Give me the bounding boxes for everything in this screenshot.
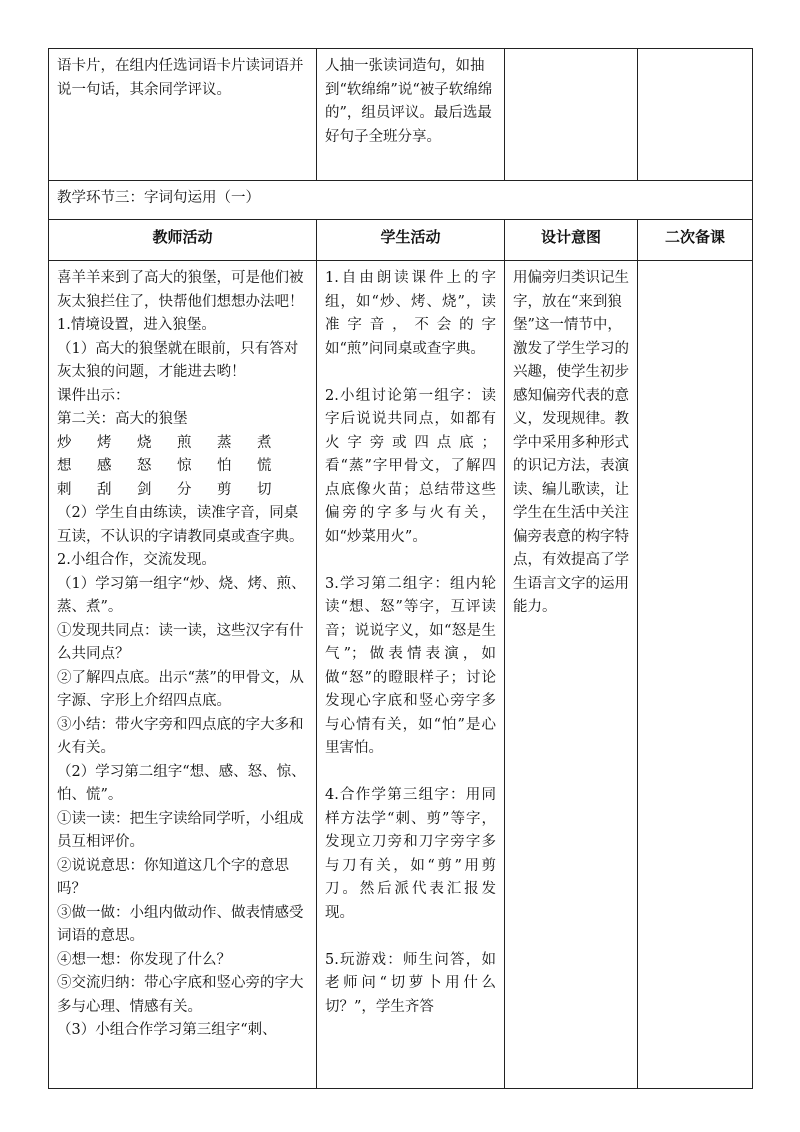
teacher-line: 第二关：高大的狼堡 xyxy=(57,411,188,427)
student-activities xyxy=(317,261,505,1089)
teacher-line: （1）高大的狼堡就在眼前，只有答对灰太狼的问题，才能进去哟！ xyxy=(57,340,299,380)
header-design: 设计意图 xyxy=(505,220,638,261)
teacher-line: 课件出示： xyxy=(57,387,130,404)
body-row xyxy=(49,261,753,1089)
character: 蒸 xyxy=(217,434,232,451)
header-student: 学生活动 xyxy=(317,220,505,261)
teacher-line: ⑤交流归纳：带心字底和竖心旁的字大多与心理、情感有关。 xyxy=(57,975,304,1015)
second-preparation xyxy=(638,261,753,1089)
teacher-line: （1）学习第一组字“炒、烧、烤、煎、蒸、煮”。 xyxy=(57,575,306,615)
header-teacher: 教师活动 xyxy=(49,220,317,261)
student-item: 3.学习第二组字：组内轮读“想、怒”等字，互评读音；说说字义，如“怒是生气”；做表情表演，如做“怒”的瞪眼样子；讨论发现心字底和竖心旁字多与心情有关，如“怕”是心里害怕。 xyxy=(325,575,496,756)
character: 刮 xyxy=(97,481,112,498)
teacher-line: （2）学习第二组字“想、感、怒、惊、怕、慌”。 xyxy=(57,763,306,803)
student-item: 5.玩游戏：师生问答，如老师问“切萝卜用什么切？”，学生齐答 xyxy=(325,951,496,1015)
character: 切 xyxy=(257,481,272,498)
teacher-line: 喜羊羊来到了高大的狼堡，可是他们被灰太狼拦住了，快帮他们想想办法吧！ xyxy=(57,270,304,310)
design-intent-text: 用偏旁归类识记生字，放在“来到狼堡”这一情节中，激发了学生学习的兴趣，使学生初步感知偏旁代表的意义，发现规律。教学中采用多种形式的识记方法，表演读、编儿歌读，让学生在生活中关注偏旁表意的构字特点，有效提高了学生语言文字的运用能力。 xyxy=(513,270,629,615)
student-item: 4.合作学第三组字：用同样方法学“刺、剪”等字，发现立刀旁和刀字旁字多与刀有关，如“剪”用剪刀。然后派代表汇报发现。 xyxy=(325,787,496,921)
section-title: 教学环节三：字词句运用（一） xyxy=(49,181,753,220)
character-groups xyxy=(57,432,308,503)
teacher-line: 1.情境设置，进入狼堡。 xyxy=(57,317,216,333)
teacher-line: ②了解四点底。出示“蒸”的甲骨文，从字源、字形上介绍四点底。 xyxy=(57,669,304,709)
character-row xyxy=(57,432,308,456)
character: 想 xyxy=(57,458,72,474)
character: 烤 xyxy=(97,434,112,451)
header-row xyxy=(49,220,753,261)
character: 煮 xyxy=(257,434,272,451)
character: 怕 xyxy=(217,458,232,474)
teacher-line: ③小结：带火字旁和四点底的字大多和火有关。 xyxy=(57,716,304,756)
character: 怒 xyxy=(137,458,152,474)
lesson-plan-table xyxy=(48,48,753,1089)
design-cell-continued xyxy=(505,49,638,181)
teacher-line: ④想一想：你发现了什么？ xyxy=(57,951,231,968)
teacher-activities xyxy=(49,261,317,1089)
teacher-line: ①读一读：把生字读给同学听，小组成员互相评价。 xyxy=(57,810,304,850)
design-intent xyxy=(505,261,638,1089)
student-item: 1.自由朗读课件上的字组，如“炒、烤、烧”，读准字音，不会的字如“煎”问同桌或查字典。 xyxy=(325,270,496,357)
character: 炒 xyxy=(57,434,72,451)
character-row xyxy=(57,479,308,503)
character: 剪 xyxy=(217,481,232,498)
continued-row xyxy=(49,49,753,181)
character: 慌 xyxy=(257,458,272,474)
section-row xyxy=(49,181,753,220)
character: 感 xyxy=(97,458,112,474)
character: 刺 xyxy=(57,481,72,498)
teacher-line: ③做一做：小组内做动作、做表情感受词语的意思。 xyxy=(57,904,304,944)
teacher-line: （2）学生自由练读，读准字音，同桌互读，不认识的字请教同桌或查字典。 xyxy=(57,505,304,545)
character: 烧 xyxy=(137,434,152,451)
character-row xyxy=(57,455,308,479)
student-item: 2.小组讨论第一组字：读字后说说共同点，如都有火字旁或四点底；看“蒸”字甲骨文，了解四点底像火苗；总结带这些偏旁的字多与火有关，如“炒菜用火”。 xyxy=(325,387,496,545)
notes-cell-continued xyxy=(638,49,753,181)
teacher-line: （3）小组合作学习第三组字“刺、 xyxy=(57,1022,277,1038)
teacher-cell-continued: 语卡片，在组内任选词语卡片读词语并说一句话，其余同学评议。 xyxy=(49,49,317,181)
character: 分 xyxy=(177,481,192,498)
character: 惊 xyxy=(177,458,192,474)
lesson-plan-page xyxy=(48,48,752,1089)
teacher-line: ①发现共同点：读一读，这些汉字有什么共同点？ xyxy=(57,622,304,662)
character: 煎 xyxy=(177,434,192,451)
teacher-line: 2.小组合作，交流发现。 xyxy=(57,552,216,568)
header-notes: 二次备课 xyxy=(638,220,753,261)
teacher-line: ②说说意思：你知道这几个字的意思吗？ xyxy=(57,857,289,897)
character: 剑 xyxy=(137,481,152,498)
student-cell-continued: 人抽一张读词造句，如抽到“软绵绵”说“被子软绵绵的”，组员评议。最后选最好句子全班分享。 xyxy=(317,49,505,181)
